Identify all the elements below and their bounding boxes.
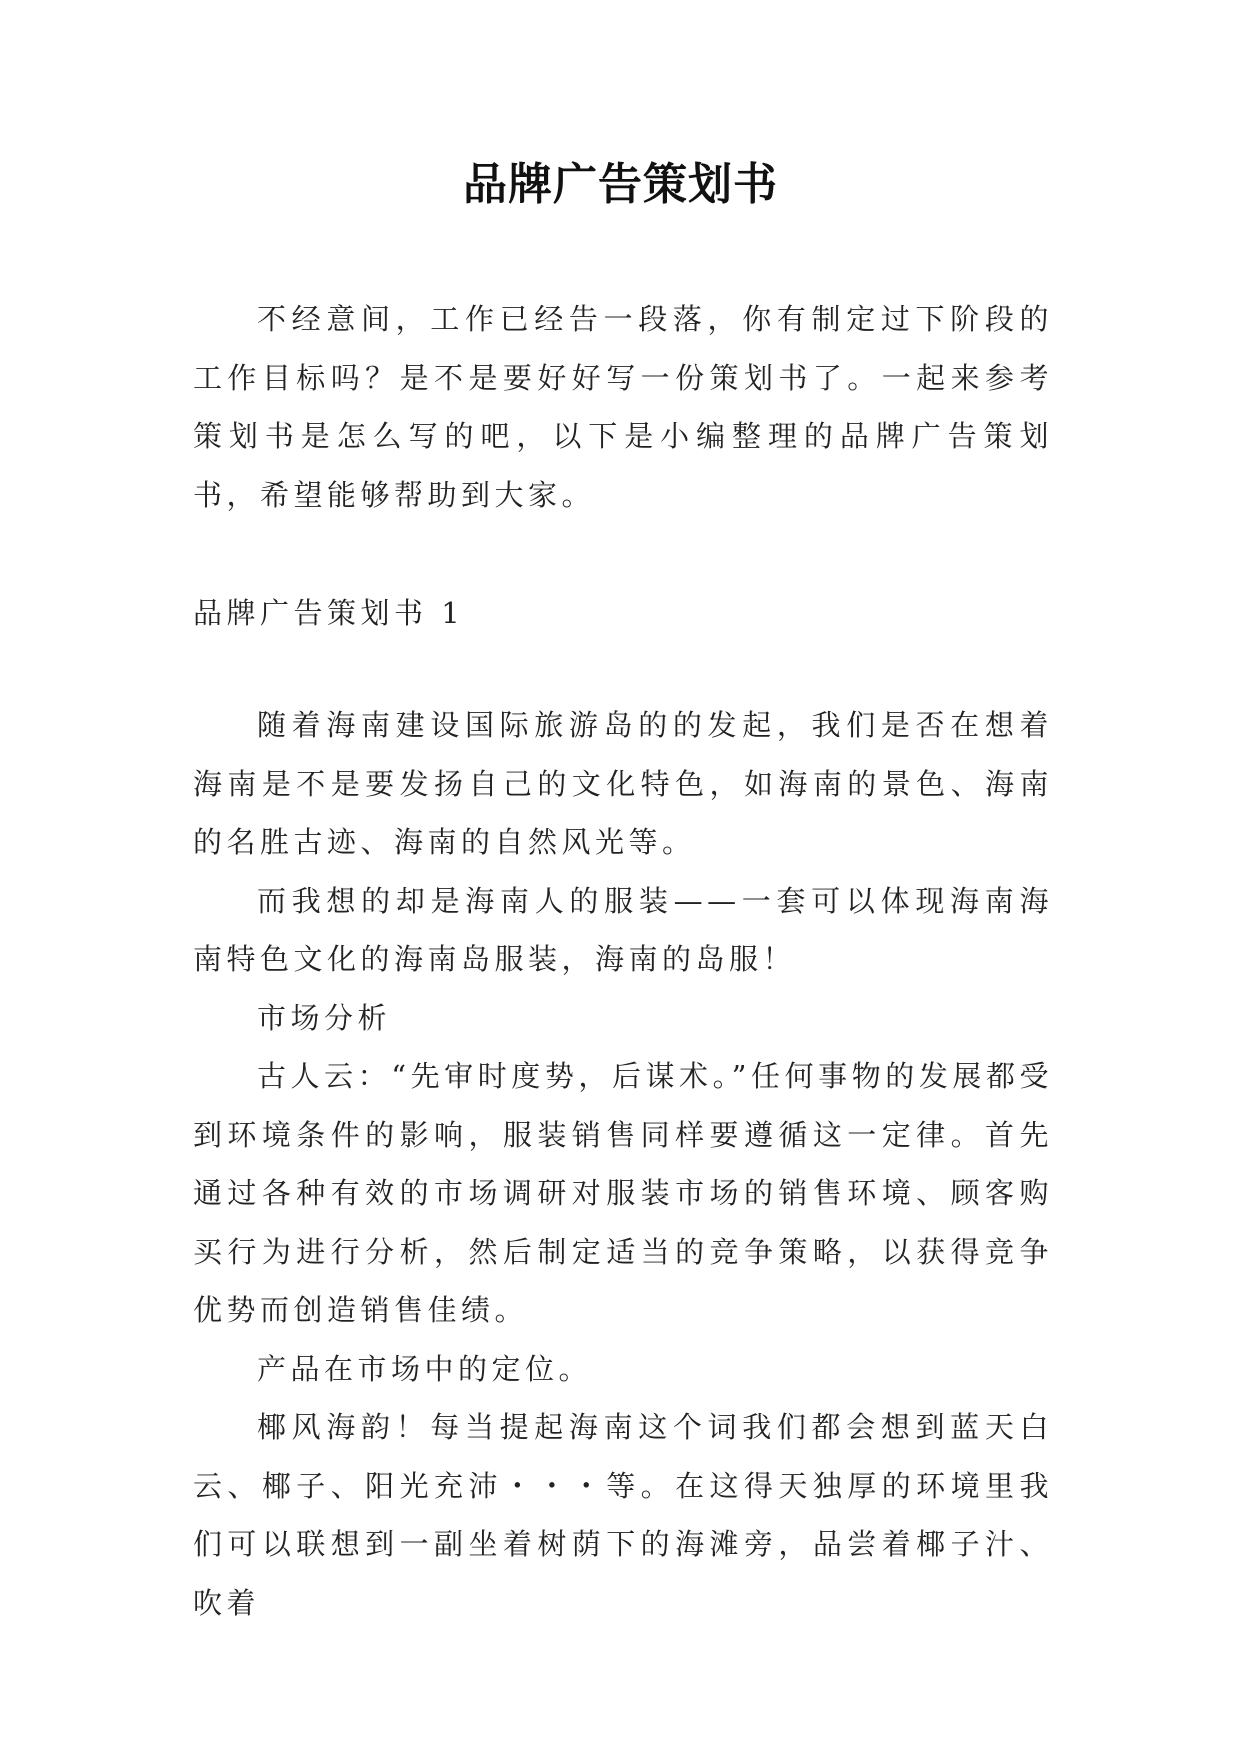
section-heading: 品牌广告策划书 1	[193, 596, 465, 630]
paragraph-coconut-breeze: 椰风海韵！每当提起海南这个词我们都会想到蓝天白云、椰子、阳光充沛・・・等。在这得天独厚的环境里我们可以联想到一副坐着树荫下的海滩旁，品尝着椰子汁、吹着	[193, 1410, 1053, 1620]
section-body	[193, 696, 1053, 1632]
paragraph-island-clothing: 而我想的却是海南人的服装——一套可以体现海南海南特色文化的海南岛服装，海南的岛服！	[193, 883, 1053, 976]
intro-paragraph: 不经意间，工作已经告一段落，你有制定过下阶段的工作目标吗？是不是要好好写一份策划书了。一起来参考策划书是怎么写的吧，以下是小编整理的品牌广告策划书，希望能够帮助到大家。	[193, 302, 1053, 512]
paragraph-hainan-tourism: 随着海南建设国际旅游岛的的发起，我们是否在想着海南是不是要发扬自己的文化特色，如海南的景色、海南的名胜古迹、海南的自然风光等。	[193, 708, 1053, 859]
subheading-product-positioning: 产品在市场中的定位。	[257, 1351, 593, 1386]
subheading-market-analysis: 市场分析	[257, 1000, 392, 1035]
paragraph-market-analysis: 古人云：“先审时度势，后谋术。”任何事物的发展都受到环境条件的影响，服装销售同样要遵循这一定律。首先通过各种有效的市场调研对服装市场的销售环境、顾客购买行为进行分析，然后制定适当的竞争策略，以获得竞争优势而创造销售佳绩。	[193, 1059, 1053, 1327]
document-title: 品牌广告策划书	[463, 159, 778, 210]
